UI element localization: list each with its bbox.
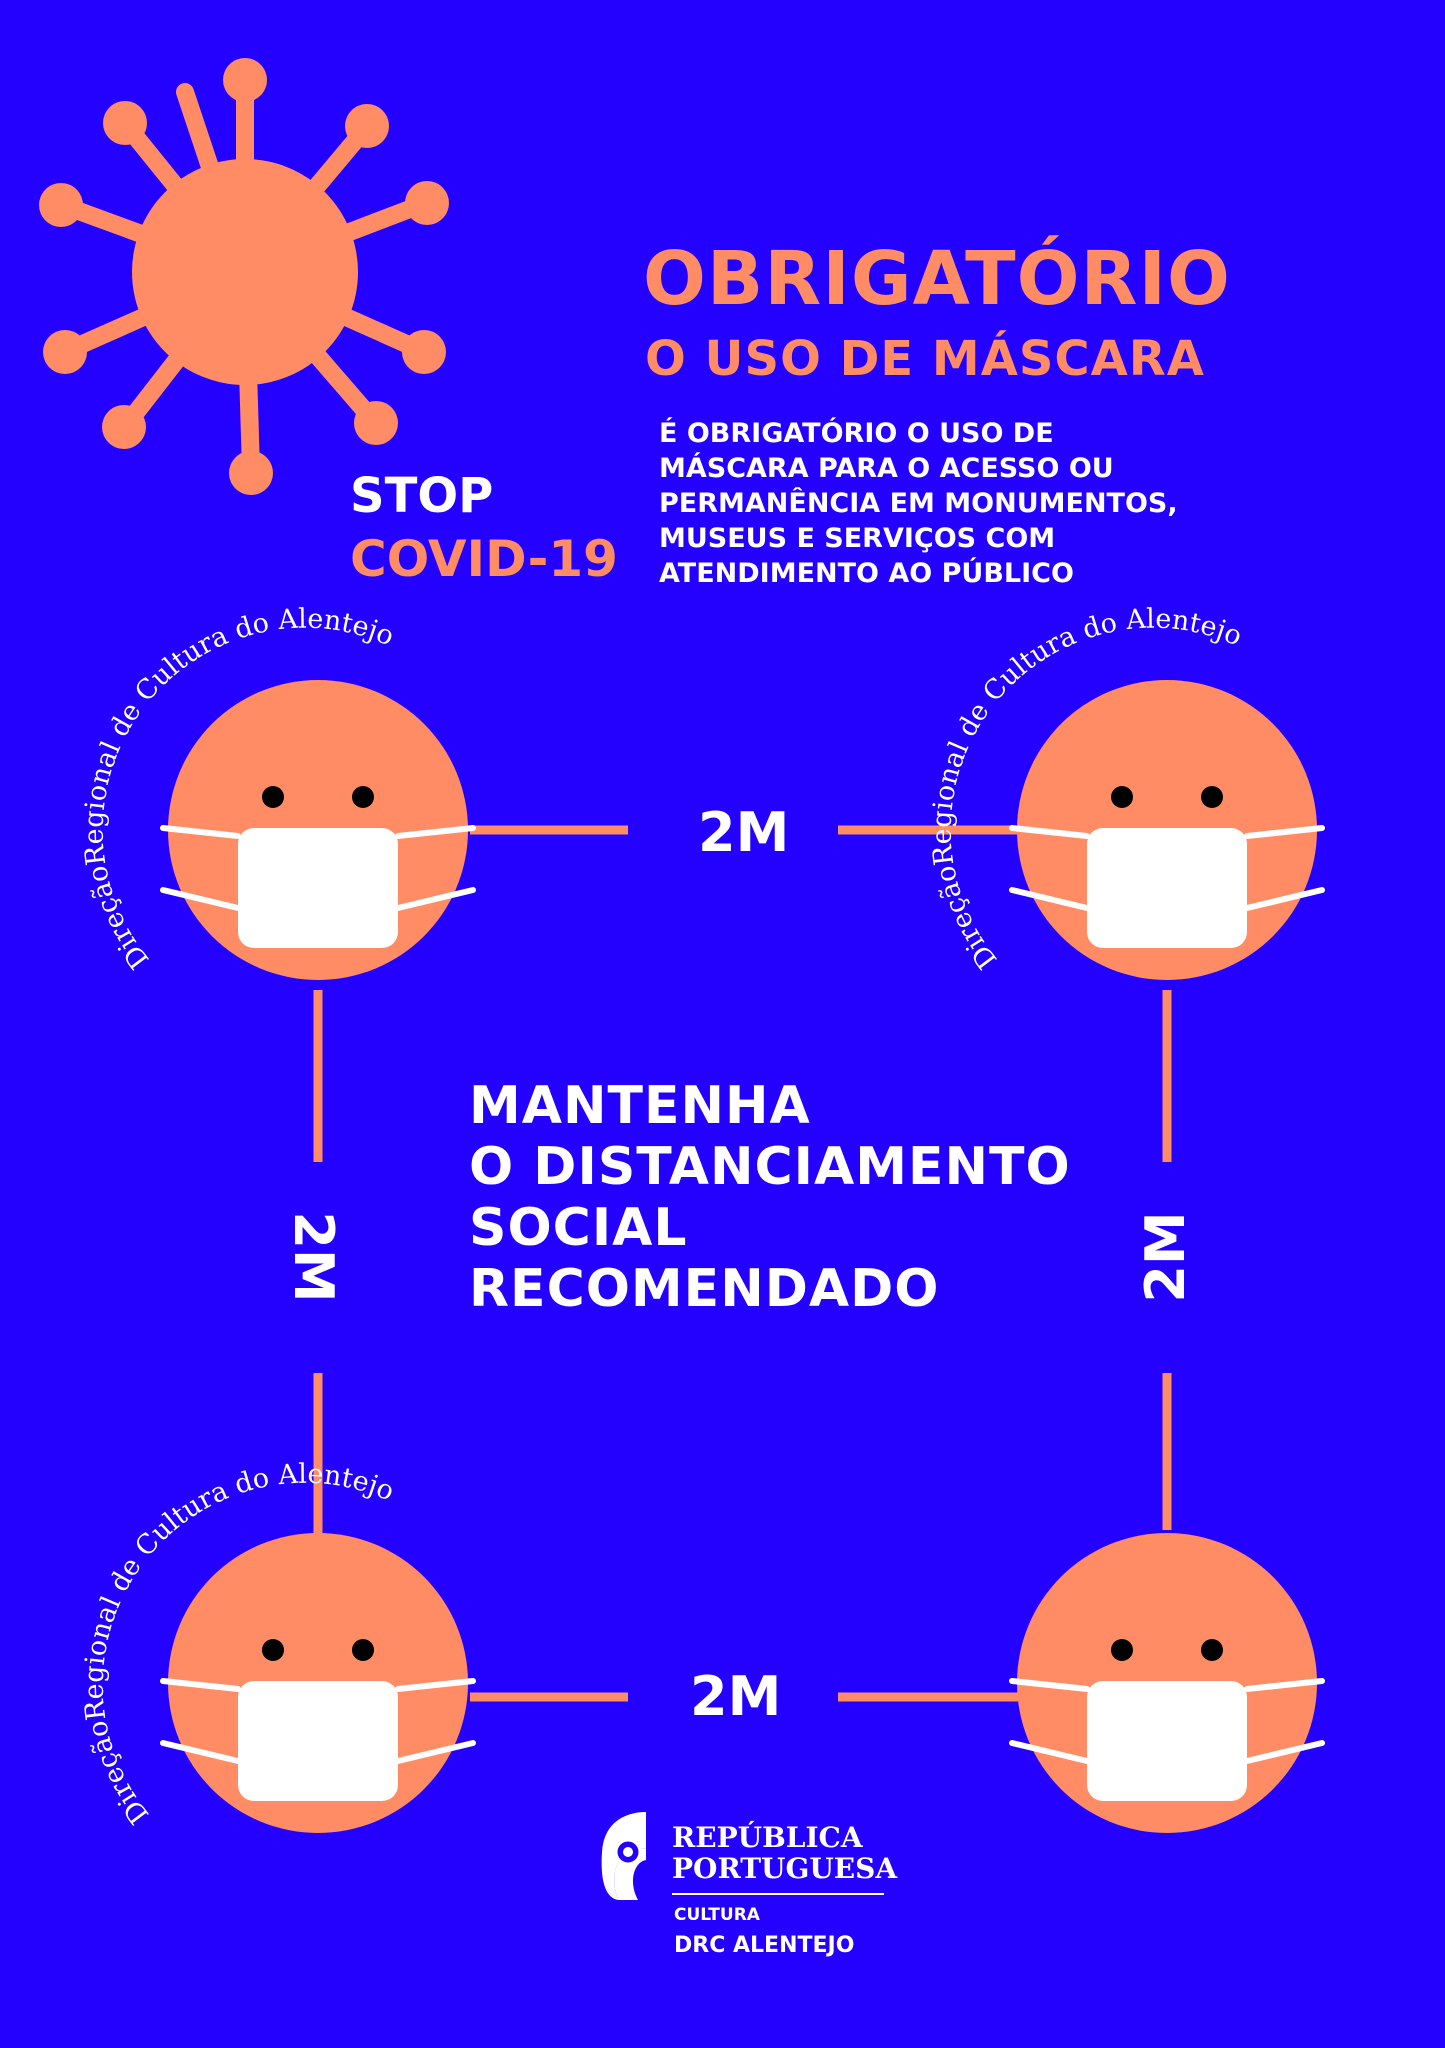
arc-label: DireçãoRegional de Cultura do Alentejo <box>78 1458 399 1830</box>
masked-face-icon <box>163 680 473 980</box>
keep-distance-line: O DISTANCIAMENTO <box>469 1137 1071 1197</box>
keep-distance-line: MANTENHA <box>469 1076 811 1136</box>
arc-label: DireçãoRegional de Cultura do Alentejo <box>78 603 399 975</box>
republica-logo-icon <box>602 1812 646 1900</box>
keep-distance-line: RECOMENDADO <box>469 1259 940 1319</box>
body-line: MUSEUS E SERVIÇOS COM <box>659 523 1056 554</box>
distance-label-right: 2M <box>1134 1211 1197 1303</box>
keep-distance-message <box>469 1076 1089 1320</box>
distance-label-top: 2M <box>698 801 790 864</box>
virus-icon <box>39 58 449 495</box>
body-line: É OBRIGATÓRIO O USO DE <box>659 418 1054 449</box>
footer-drc: DRC ALENTEJO <box>674 1933 855 1958</box>
distance-label-left: 2M <box>282 1211 345 1303</box>
keep-distance-line: SOCIAL <box>469 1198 688 1258</box>
subheadline: O USO DE MÁSCARA <box>645 331 1205 387</box>
stop-label: STOP <box>350 468 494 524</box>
distance-label-bottom: 2M <box>690 1665 782 1728</box>
masked-face-icon <box>163 1533 473 1833</box>
footer-cultura: CULTURA <box>674 1905 760 1925</box>
body-line: PERMANÊNCIA EM MONUMENTOS, <box>659 488 1178 519</box>
body-text <box>659 416 1299 591</box>
footer-divider <box>672 1893 884 1895</box>
arc-label: DireçãoRegional de Cultura do Alentejo <box>926 603 1247 975</box>
footer-republica-line: REPÚBLICA <box>672 1821 863 1854</box>
covid-label: COVID-19 <box>350 530 618 588</box>
masked-face-icon <box>1012 1533 1322 1833</box>
body-line: ATENDIMENTO AO PÚBLICO <box>659 558 1074 589</box>
body-line: MÁSCARA PARA O ACESSO OU <box>659 453 1114 484</box>
masked-face-icon <box>1012 680 1322 980</box>
footer-republica-line: PORTUGUESA <box>672 1852 898 1885</box>
headline: OBRIGATÓRIO <box>643 236 1231 322</box>
footer-republica <box>672 1821 898 1885</box>
